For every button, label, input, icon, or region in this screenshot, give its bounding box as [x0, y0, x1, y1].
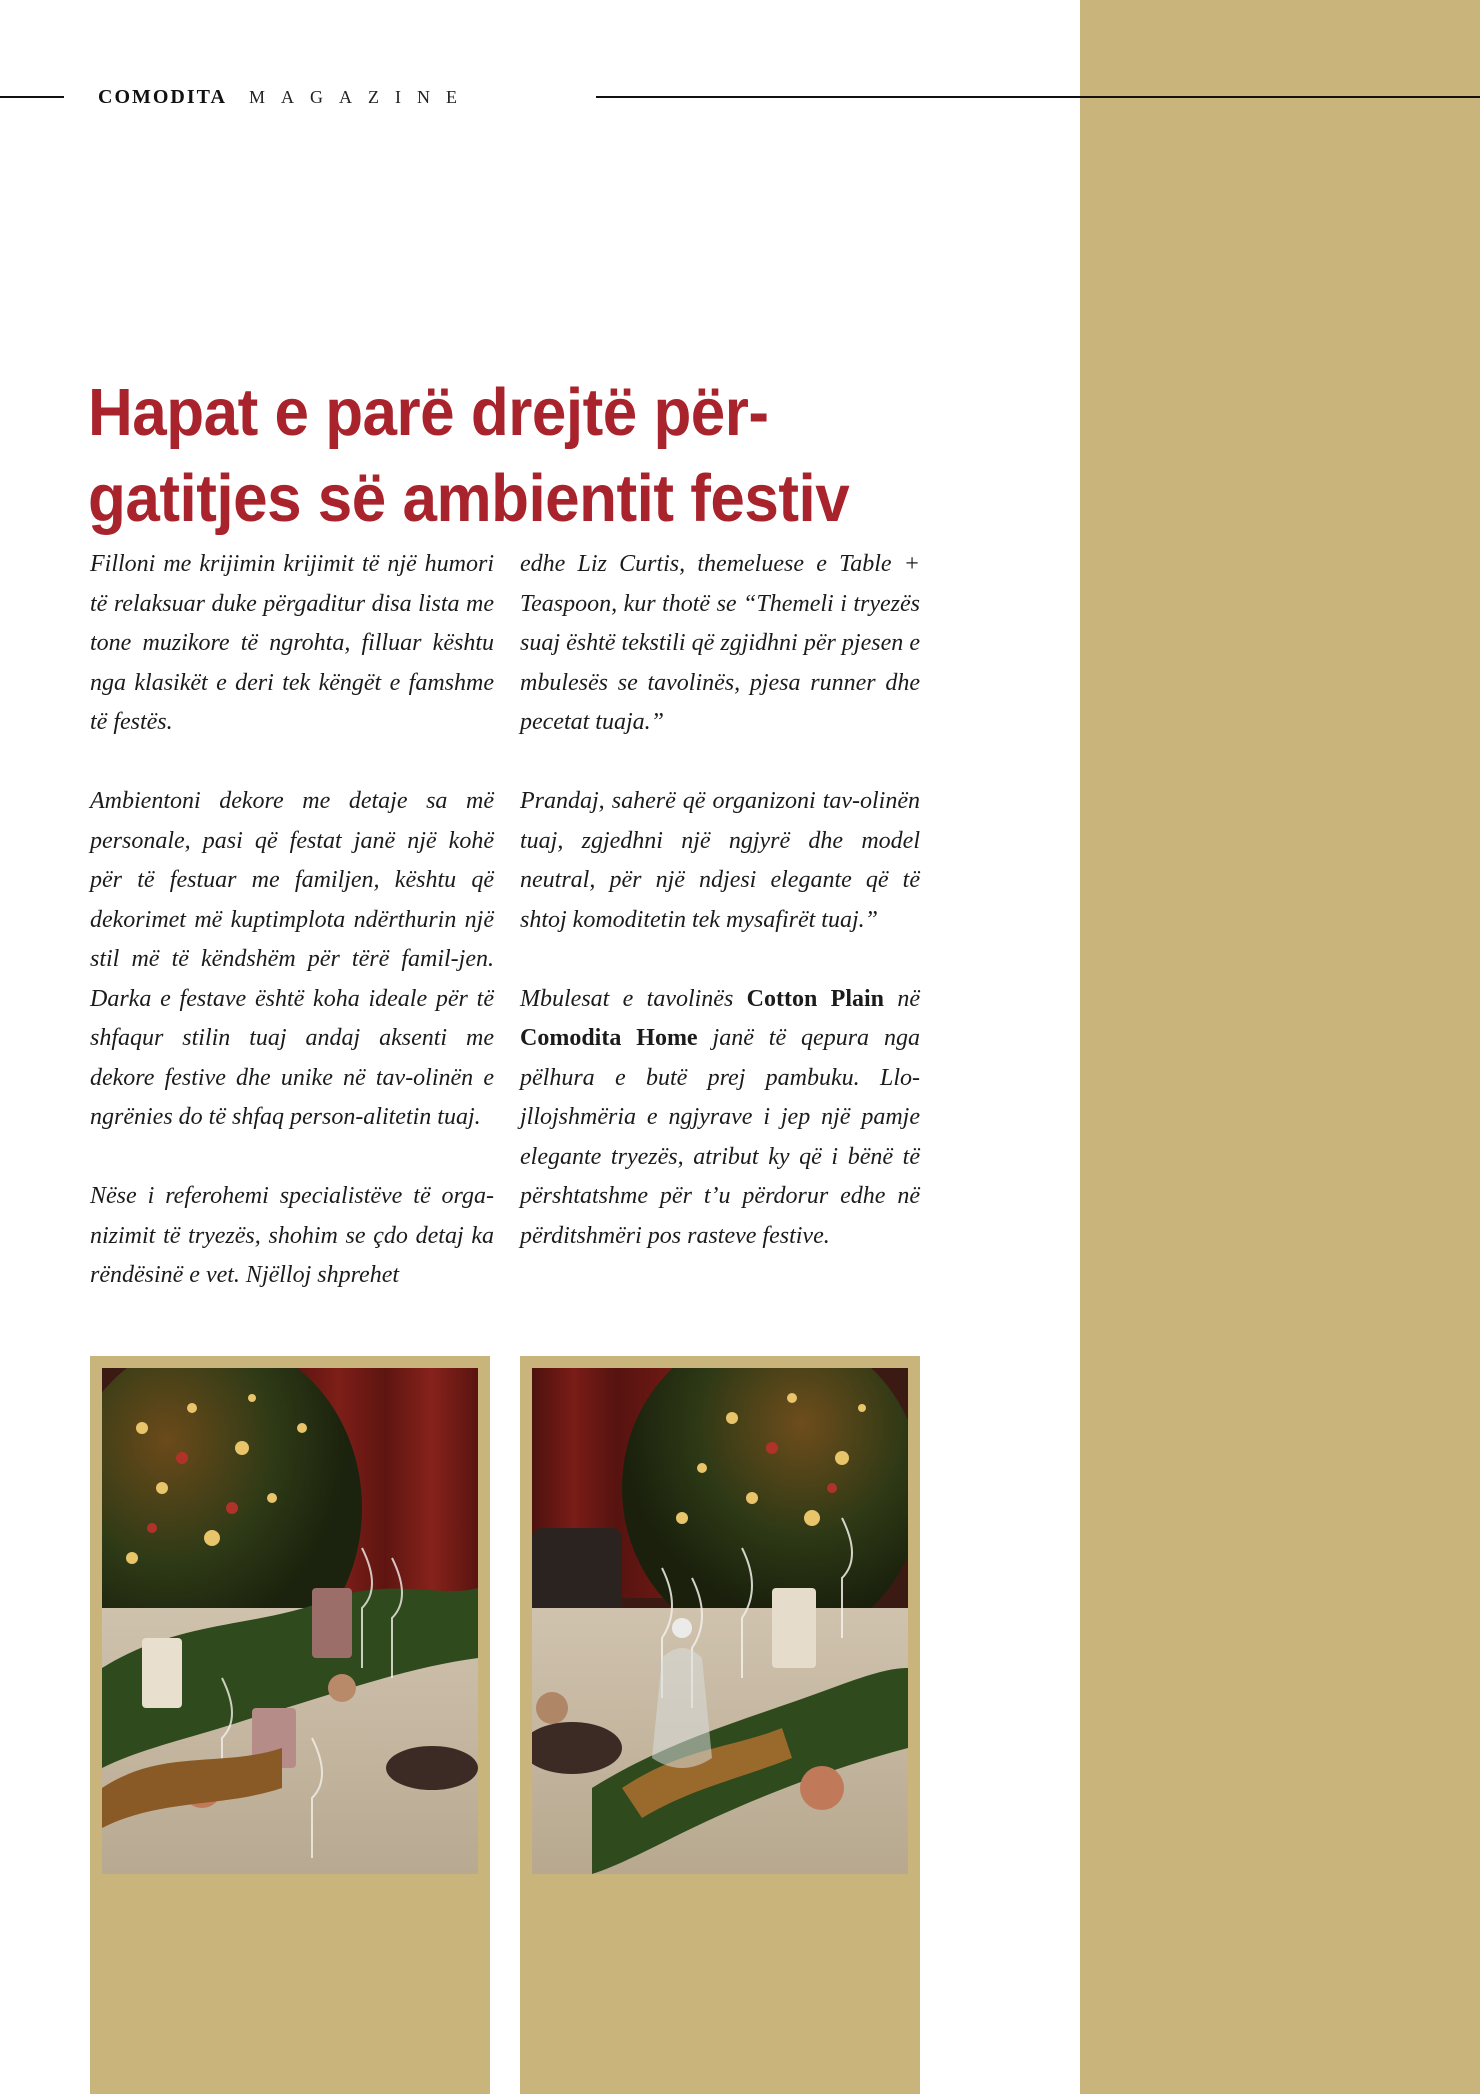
festive-table-photo-right	[532, 1368, 908, 1874]
article-column-left	[90, 545, 494, 1335]
paragraph: Ambientoni dekore me detaje sa më personale, pasi që festat janë një kohë për të festuar me familjen, kështu që dekorimet më kuptimplota ndërthurin një stil më të këndshëm për tërë famil-jen. Darka e festave është koha ideale për të shfaqur stilin tuaj andaj aksenti me dekore festive dhe unike në tav-olinën e ngrënies do të shfaq person-alitetin tuaj.	[90, 788, 494, 1130]
text-run: në	[884, 985, 921, 1012]
photo-frame-right	[520, 1356, 920, 2094]
product-name: Cotton Plain	[746, 985, 885, 1012]
paragraph: Prandaj, saherë që organizoni tav-olinën tuaj, zgjedhni një ngjyrë dhe model neutral, për një ndjesi elegante që të shtoj komoditetin tek mysafirët tuaj.”	[520, 788, 920, 933]
header-rule-right	[596, 96, 1480, 98]
masthead-brand: COMODITA	[98, 85, 227, 108]
text-run: Mbulesat e tavolinës	[520, 985, 747, 1012]
brand-name: Comodita Home	[520, 1025, 698, 1051]
article-column-right	[520, 545, 920, 1296]
paragraph: Nëse i referohemi specialistëve të orga-nizimit të tryezës, shohim se çdo detaj ka rëndësinë e vet. Njëlloj shprehet	[90, 1183, 494, 1288]
photo-frame-left	[90, 1356, 490, 2094]
masthead	[98, 82, 473, 112]
paragraph	[520, 980, 920, 1257]
header-rule-left	[0, 96, 64, 98]
gold-side-band	[1080, 0, 1480, 2094]
paragraph: Filloni me krijimin krijimit të një humori të relaksuar duke përgaditur disa lista me tone muzikore të ngrohta, filluar kështu nga klasikët e deri tek këngët e famshme të festës.	[90, 551, 494, 735]
masthead-section: MAGAZINE	[248, 86, 473, 107]
paragraph: edhe Liz Curtis, themeluese e Table + Teaspoon, kur thotë se “Themeli i tryezës suaj është tekstili që zgjidhni për pjesen e mbulesës se tavolinës, pjesa runner dhe pecetat tuaja.”	[520, 551, 920, 735]
text-run: janë të qepura nga pëlhura e butë prej pambuku. Llo-jllojshmëria e ngjyrave i jep një pamje elegante tryezës, atribut ky që i bënë të përshtatshme për t’u përdorur edhe në përditshmëri pos rasteve festive.	[520, 1025, 920, 1249]
festive-table-photo-left	[102, 1368, 478, 1874]
article-title: Hapat e parë drejtë për-gatitjes së ambientit festiv	[88, 375, 850, 537]
